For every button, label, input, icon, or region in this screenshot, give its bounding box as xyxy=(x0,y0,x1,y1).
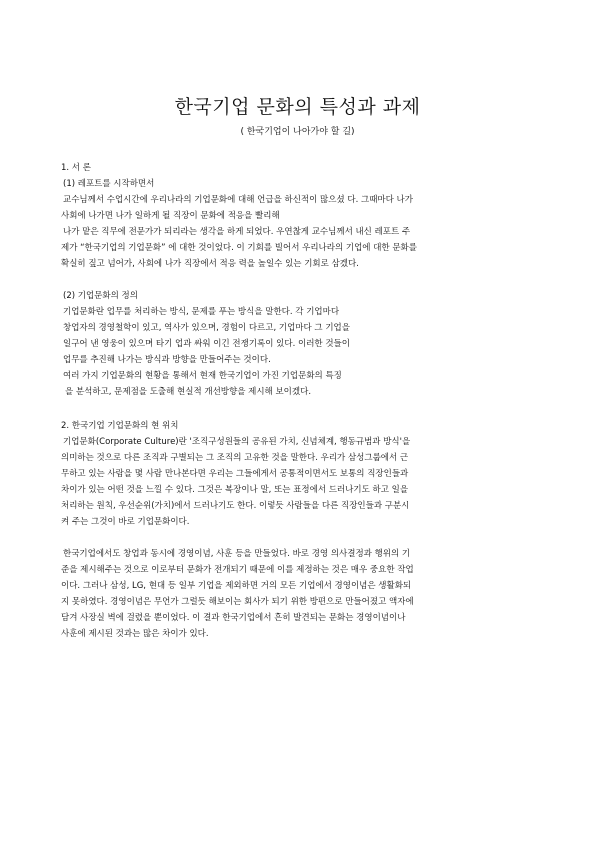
paragraph-line: 처리하는 원칙, 우선순위(가치)에서 드러나기도 한다. 이렇듯 사람들을 다른 직장인들과 구분시 xyxy=(61,501,410,511)
subsection-heading-definition: (2) 기업문화의 정의 xyxy=(63,291,138,301)
paragraph-line: 업무를 추진해 나가는 방식과 방향을 만들어주는 것이다. xyxy=(63,355,271,365)
paragraph-line: 교수님께서 수업시간에 우리나라의 기업문화에 대해 언급을 하신적이 많으셨 다. 그때마다 나가 xyxy=(63,195,413,205)
paragraph-line: 사훈에 제시된 것과는 많은 차이가 있다. xyxy=(61,629,209,639)
paragraph-line: 여러 가지 기업문화의 현황을 통해서 현재 한국기업이 가진 기업문화의 특징 xyxy=(63,371,342,381)
paragraph-line: 차이가 있는 어떤 것을 느낄 수 있다. 그것은 복장이나 말, 또는 표정에서 드러나기도 하고 일을 xyxy=(61,485,409,495)
paragraph-line: 사회에 나가면 나가 일하게 될 직장이 문화에 적응을 빨리해 xyxy=(61,211,280,221)
paragraph-line: 이다. 그러나 삼성, LG, 현대 등 일부 기업을 제외하면 거의 모든 기업에서 경영이념은 생활화되 xyxy=(61,581,412,591)
paragraph-line: 준을 제시해주는 것으로 이로부터 문화가 전개되기 때문에 이를 제정하는 것은 매우 중요한 작업 xyxy=(61,565,414,575)
document-body xyxy=(61,160,546,642)
section-heading-introduction: 1. 서 론 xyxy=(61,163,91,173)
subsection-heading-starting-report: (1) 레포트를 시작하면서 xyxy=(63,179,155,189)
paragraph-line: 지 못하였다. 경영이념은 무언가 그럴듯 해보이는 회사가 되기 위한 방편으로 만들어졌고 액자에 xyxy=(61,597,414,607)
section-heading-current-position: 2. 한국기업 기업문화의 현 위치 xyxy=(61,421,179,431)
paragraph-line: 일구어 낸 영웅이 있으며 타기 업과 싸워 이긴 전쟁기록이 있다. 이러한 것들이 xyxy=(63,339,350,349)
paragraph-line: 창업자의 경영철학이 있고, 역사가 있으며, 경험이 다르고, 기업마다 그 기업을 xyxy=(63,323,350,333)
paragraph-line: 기업문화란 업무를 처리하는 방식, 문제를 푸는 방식을 말한다. 각 기업마다 xyxy=(63,307,340,317)
paragraph-line: 제가 “한국기업의 기업문화” 에 대한 것이었다. 이 기회를 빌어서 우리나라의 기업에 대한 문화를 xyxy=(61,243,417,253)
paragraph-line: 한국기업에서도 창업과 동시에 경영이념, 사훈 등을 만들었다. 바로 경영 의사결정과 행위의 기 xyxy=(63,549,411,559)
paragraph-line: 의미하는 것으로 다른 조직과 구별되는 그 조직의 고유한 것을 말한다. 우리가 삼성그룹에서 근 xyxy=(61,453,409,463)
document-title: 한국기업 문화의 특성과 과제 xyxy=(174,96,421,118)
paragraph-line: 담겨 사장실 벽에 걸렸을 뿐이었다. 이 결과 한국기업에서 흔히 발견되는 문화는 경영이념이나 xyxy=(61,613,406,623)
paragraph-line: 기업문화(Corporate Culture)란 '조직구성원들의 공유된 가치, 신념체계, 행동규범과 방식'을 xyxy=(63,437,411,447)
paragraph-line: 나가 맡은 직무에 전문가가 되리라는 생각을 하게 되었다. 우연찮게 교수님께서 내신 레포트 주 xyxy=(63,227,411,237)
paragraph-line: 켜 주는 그것이 바로 기업문화이다. xyxy=(61,517,190,527)
paragraph-line: 확실히 짚고 넘어가, 사회에 나가 직장에서 적응 력을 높일수 있는 기회로 삼겠다. xyxy=(61,259,359,269)
document-subtitle: ( 한국기업이 나아가야 할 길) xyxy=(240,127,355,137)
paragraph-line: 무하고 있는 사람을 몇 사람 만나본다면 우리는 그들에게서 공통적이면서도 보통의 직장인들과 xyxy=(61,469,409,479)
paragraph-line: 을 분석하고, 문제점을 도출해 현실적 개선방향을 제시해 보이겠다. xyxy=(65,387,312,397)
